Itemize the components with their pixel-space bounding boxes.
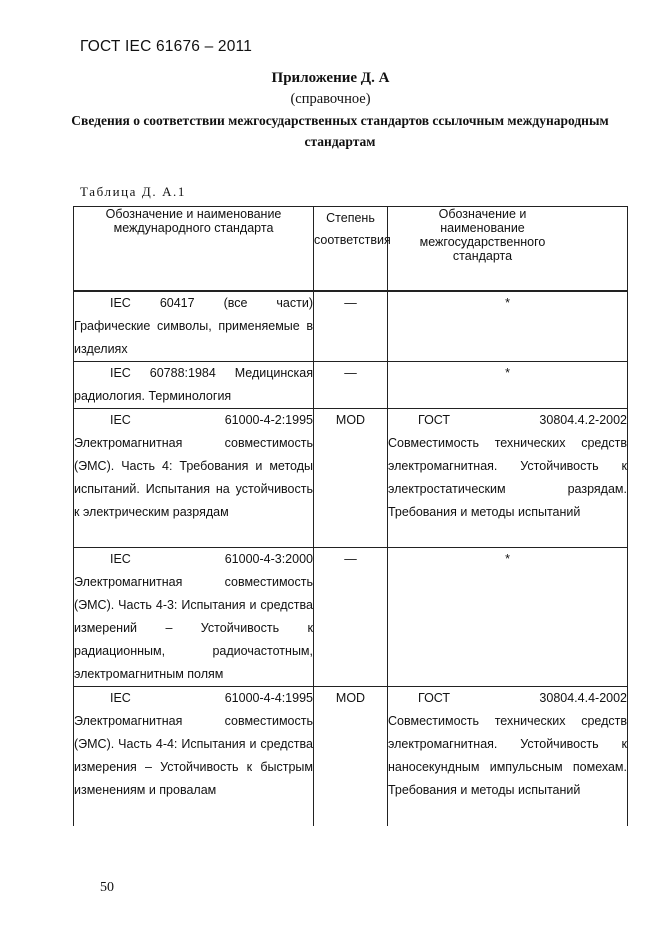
international-code: IEC 61000-4-4:1995: [110, 690, 313, 705]
international-title: Электромагнитная совместимость (ЭМС). Часть 4-3: Испытания и средства измерений – Устойчивость к радиационным, радиочастотным, электромагнитным полям: [74, 574, 313, 681]
degree-cell: —: [314, 361, 388, 408]
international-title: Графические символы, применяемые в изделиях: [74, 318, 313, 356]
document-standard-code: ГОСТ IEC 61676 – 2011: [80, 38, 253, 55]
international-standard-cell: [74, 686, 314, 826]
interstate-standard-cell: [388, 408, 628, 547]
interstate-title: Совместимость технических средств электромагнитная. Устойчивость к наносекундным импульсным помехам. Требования и методы испытаний: [388, 713, 627, 797]
interstate-standard-cell: [388, 291, 628, 362]
international-code: IEC 60417 (все части): [110, 295, 313, 310]
interstate-code: ГОСТ 30804.4.2-2002: [418, 412, 627, 427]
page-number: 50: [100, 880, 114, 895]
table-row: [74, 291, 628, 362]
table-row: [74, 686, 628, 826]
table-row: [74, 547, 628, 686]
interstate-title: *: [505, 295, 510, 310]
international-code: IEC 61000-4-2:1995: [110, 412, 313, 427]
interstate-standard-cell: [388, 686, 628, 826]
degree-cell: —: [314, 291, 388, 362]
international-code: IEC 61000-4-3:2000: [110, 551, 313, 566]
interstate-code: ГОСТ 30804.4.4-2002: [418, 690, 627, 705]
degree-cell: MOD: [314, 408, 388, 547]
appendix-note: (справочное): [290, 91, 371, 107]
international-title: радиология. Терминология: [74, 388, 232, 403]
table-row: [74, 361, 628, 408]
international-standard-cell: [74, 408, 314, 547]
interstate-standard-cell: [388, 361, 628, 408]
column-header-degree: Степень соответствия: [314, 207, 388, 291]
table-header-row: [74, 207, 628, 291]
international-title: Электромагнитная совместимость (ЭМС). Часть 4: Требования и методы испытаний. Испытания на устойчивость к электрическим разрядам: [74, 435, 313, 519]
international-standard-cell: [74, 361, 314, 408]
international-title: Электромагнитная совместимость (ЭМС). Часть 4-4: Испытания и средства измерения – Устойчивость к быстрым изменениям и провалам: [74, 713, 313, 797]
table-caption: Таблица Д. А.1: [80, 184, 187, 199]
international-standard-cell: [74, 291, 314, 362]
degree-cell: —: [314, 547, 388, 686]
interstate-title: *: [505, 551, 510, 566]
degree-cell: MOD: [314, 686, 388, 826]
column-header-international: Обозначение и наименование международного стандарта: [74, 207, 314, 291]
international-code: IEC 60788:1984 Медицинская: [110, 365, 313, 380]
correspondence-table: [73, 206, 628, 826]
interstate-standard-cell: [388, 547, 628, 686]
international-standard-cell: [74, 547, 314, 686]
column-header-interstate: Обозначение и наименование межгосударственного стандарта: [388, 207, 628, 291]
interstate-title: Совместимость технических средств электромагнитная. Устойчивость к электростатическим разрядам. Требования и методы испытаний: [388, 435, 627, 519]
table-row: [74, 408, 628, 547]
appendix-title: Приложение Д. А: [271, 70, 390, 86]
appendix-subtitle: Сведения о соответствии межгосударственных стандартов ссылочным международным стандартам: [71, 113, 609, 149]
interstate-title: *: [505, 365, 510, 380]
